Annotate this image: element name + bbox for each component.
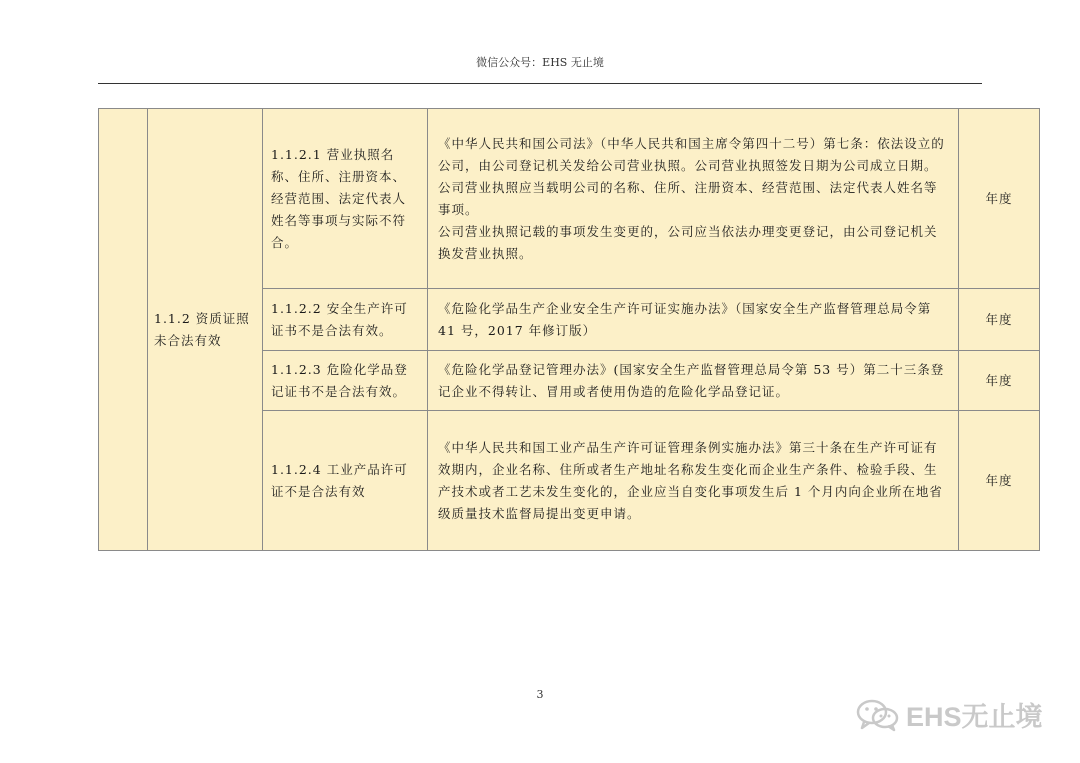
wechat-icon <box>856 698 900 732</box>
law-paragraph: 《危险化学品登记管理办法》(国家安全生产监督管理总局令第 53 号）第二十三条登记企业不得转让、冒用或者使用伪造的危险化学品登记证。 <box>438 361 945 399</box>
header-rule <box>98 83 982 84</box>
watermark-text: EHS无止境 <box>906 702 1043 732</box>
law-paragraph: 《中华人民共和国工业产品生产许可证管理条例实施办法》第三十条在生产许可证有效期内，企业名称、住所或者生产地址名称发生变化而企业生产条件、检验手段、生产技术或者工艺未发生变化的，企业应当自变化事项发生后 1 个月内向企业所在地省级质量技术监督局提出变更申请。 <box>438 439 943 521</box>
frequency-cell: 年度 <box>959 351 1040 411</box>
watermark <box>856 695 1043 734</box>
law-paragraph: 公司营业执照记载的事项发生变更的，公司应当依法办理变更登记，由公司登记机关换发营业执照。 <box>438 223 938 261</box>
law-paragraph: 公司营业执照应当载明公司的名称、住所、注册资本、经营范围、法定代表人姓名等事项。 <box>438 179 938 217</box>
requirements-table <box>98 108 1040 551</box>
frequency-cell: 年度 <box>959 109 1040 289</box>
law-cell <box>428 289 959 351</box>
table-row <box>99 109 1040 289</box>
page-number: 3 <box>536 688 544 701</box>
item-cell: 1.1.2.1 营业执照名称、住所、注册资本、经营范围、法定代表人姓名等事项与实际不符合。 <box>263 109 428 289</box>
category-cell: 1.1.2 资质证照未合法有效 <box>148 109 263 551</box>
frequency-cell: 年度 <box>959 289 1040 351</box>
law-cell <box>428 109 959 289</box>
frequency-cell: 年度 <box>959 411 1040 551</box>
law-paragraph: 《中华人民共和国公司法》（中华人民共和国主席令第四十二号）第七条：依法设立的公司，由公司登记机关发给公司营业执照。公司营业执照签发日期为公司成立日期。 <box>438 135 945 173</box>
item-cell: 1.1.2.3 危险化学品登记证书不是合法有效。 <box>263 351 428 411</box>
law-cell <box>428 411 959 551</box>
page-header: 微信公众号：EHS 无止境 <box>476 56 604 69</box>
law-paragraph: 《危险化学品生产企业安全生产许可证实施办法》（国家安全生产监督管理总局令第 41 号，2017 年修订版） <box>438 300 932 338</box>
blank-cell <box>99 109 148 551</box>
law-cell <box>428 351 959 411</box>
item-cell: 1.1.2.4 工业产品许可证不是合法有效 <box>263 411 428 551</box>
item-cell: 1.1.2.2 安全生产许可证书不是合法有效。 <box>263 289 428 351</box>
